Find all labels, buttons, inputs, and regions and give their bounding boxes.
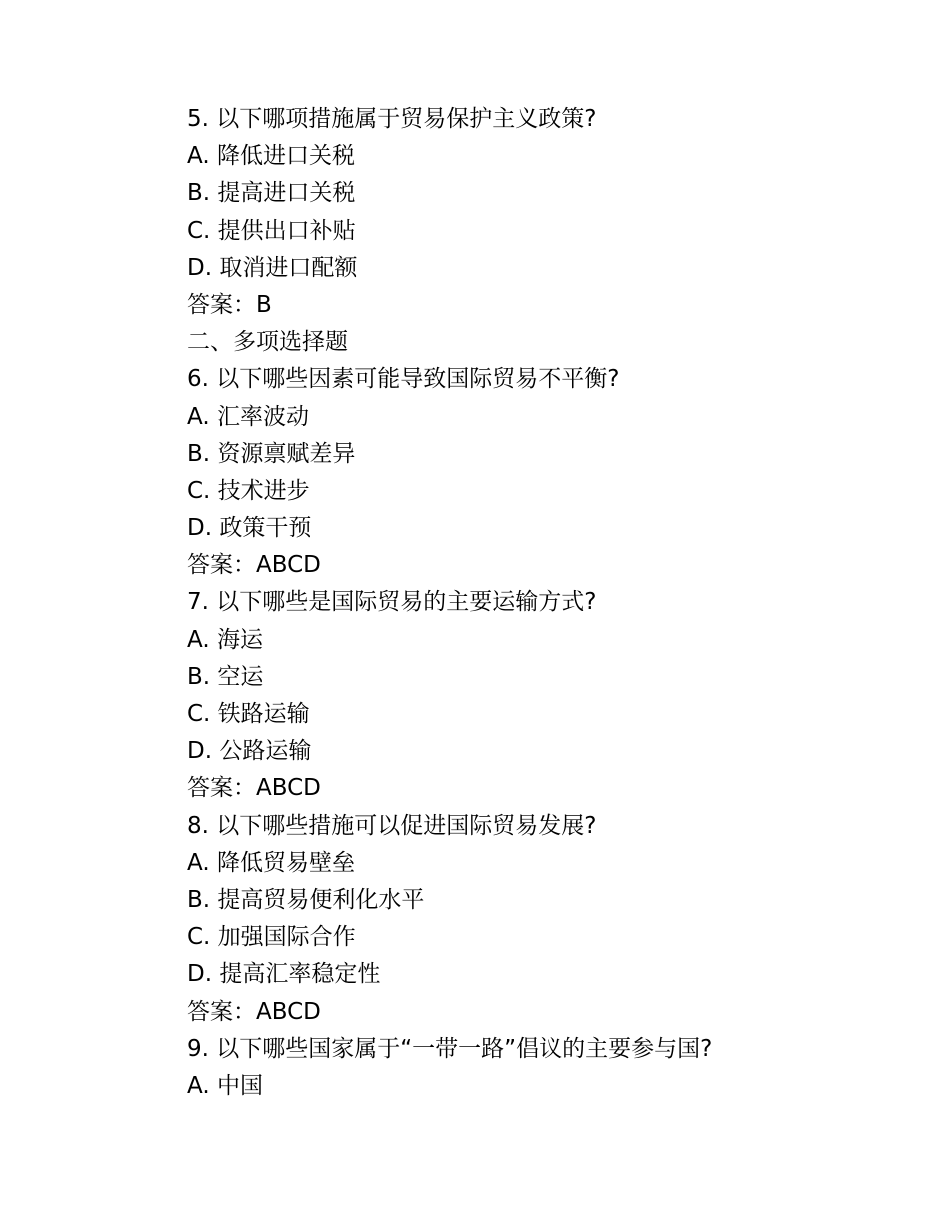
section-heading-multiple-choice: 二、多项选择题: [187, 329, 348, 356]
question-8-option-a: A. 降低贸易壁垒: [187, 849, 355, 876]
question-8-option-b: B. 提高贸易便利化水平: [187, 886, 425, 913]
question-7-option-a: A. 海运: [187, 626, 263, 653]
question-7-option-c: C. 铁路运输: [187, 701, 310, 727]
question-6-option-c: C. 技术进步: [187, 477, 310, 504]
question-6-option-d: D. 政策干预: [187, 515, 312, 542]
question-5-option-b: B. 提高进口关税: [187, 180, 356, 207]
question-8-text: 8. 以下哪些措施可以促进国际贸易发展?: [187, 812, 597, 839]
question-5-option-c: C. 提供出口补贴: [187, 217, 356, 244]
question-6-answer: 答案：ABCD: [187, 552, 321, 579]
question-5-option-d: D. 取消进口配额: [187, 254, 358, 281]
question-6-option-b: B. 资源禀赋差异: [187, 440, 356, 467]
question-7-answer: 答案：ABCD: [187, 775, 321, 802]
question-7-text: 7. 以下哪些是国际贸易的主要运输方式?: [187, 589, 597, 616]
question-5-answer: 答案：B: [187, 291, 272, 318]
question-8-option-c: C. 加强国际合作: [187, 924, 356, 951]
question-5-text: 5. 以下哪项措施属于贸易保护主义政策?: [187, 106, 597, 132]
question-7-option-d: D. 公路运输: [187, 738, 312, 765]
question-5-option-a: A. 降低进口关税: [187, 143, 355, 170]
question-9-text: 9. 以下哪些国家属于“一带一路”倡议的主要参与国?: [187, 1035, 713, 1062]
question-6-text: 6. 以下哪些因素可能导致国际贸易不平衡?: [187, 366, 620, 393]
question-7-option-b: B. 空运: [187, 663, 264, 690]
question-6-option-a: A. 汇率波动: [187, 403, 309, 430]
question-8-option-d: D. 提高汇率稳定性: [187, 961, 381, 988]
question-8-answer: 答案：ABCD: [187, 998, 321, 1025]
document-page: [187, 101, 907, 1105]
question-9-option-a: A. 中国: [187, 1072, 263, 1099]
